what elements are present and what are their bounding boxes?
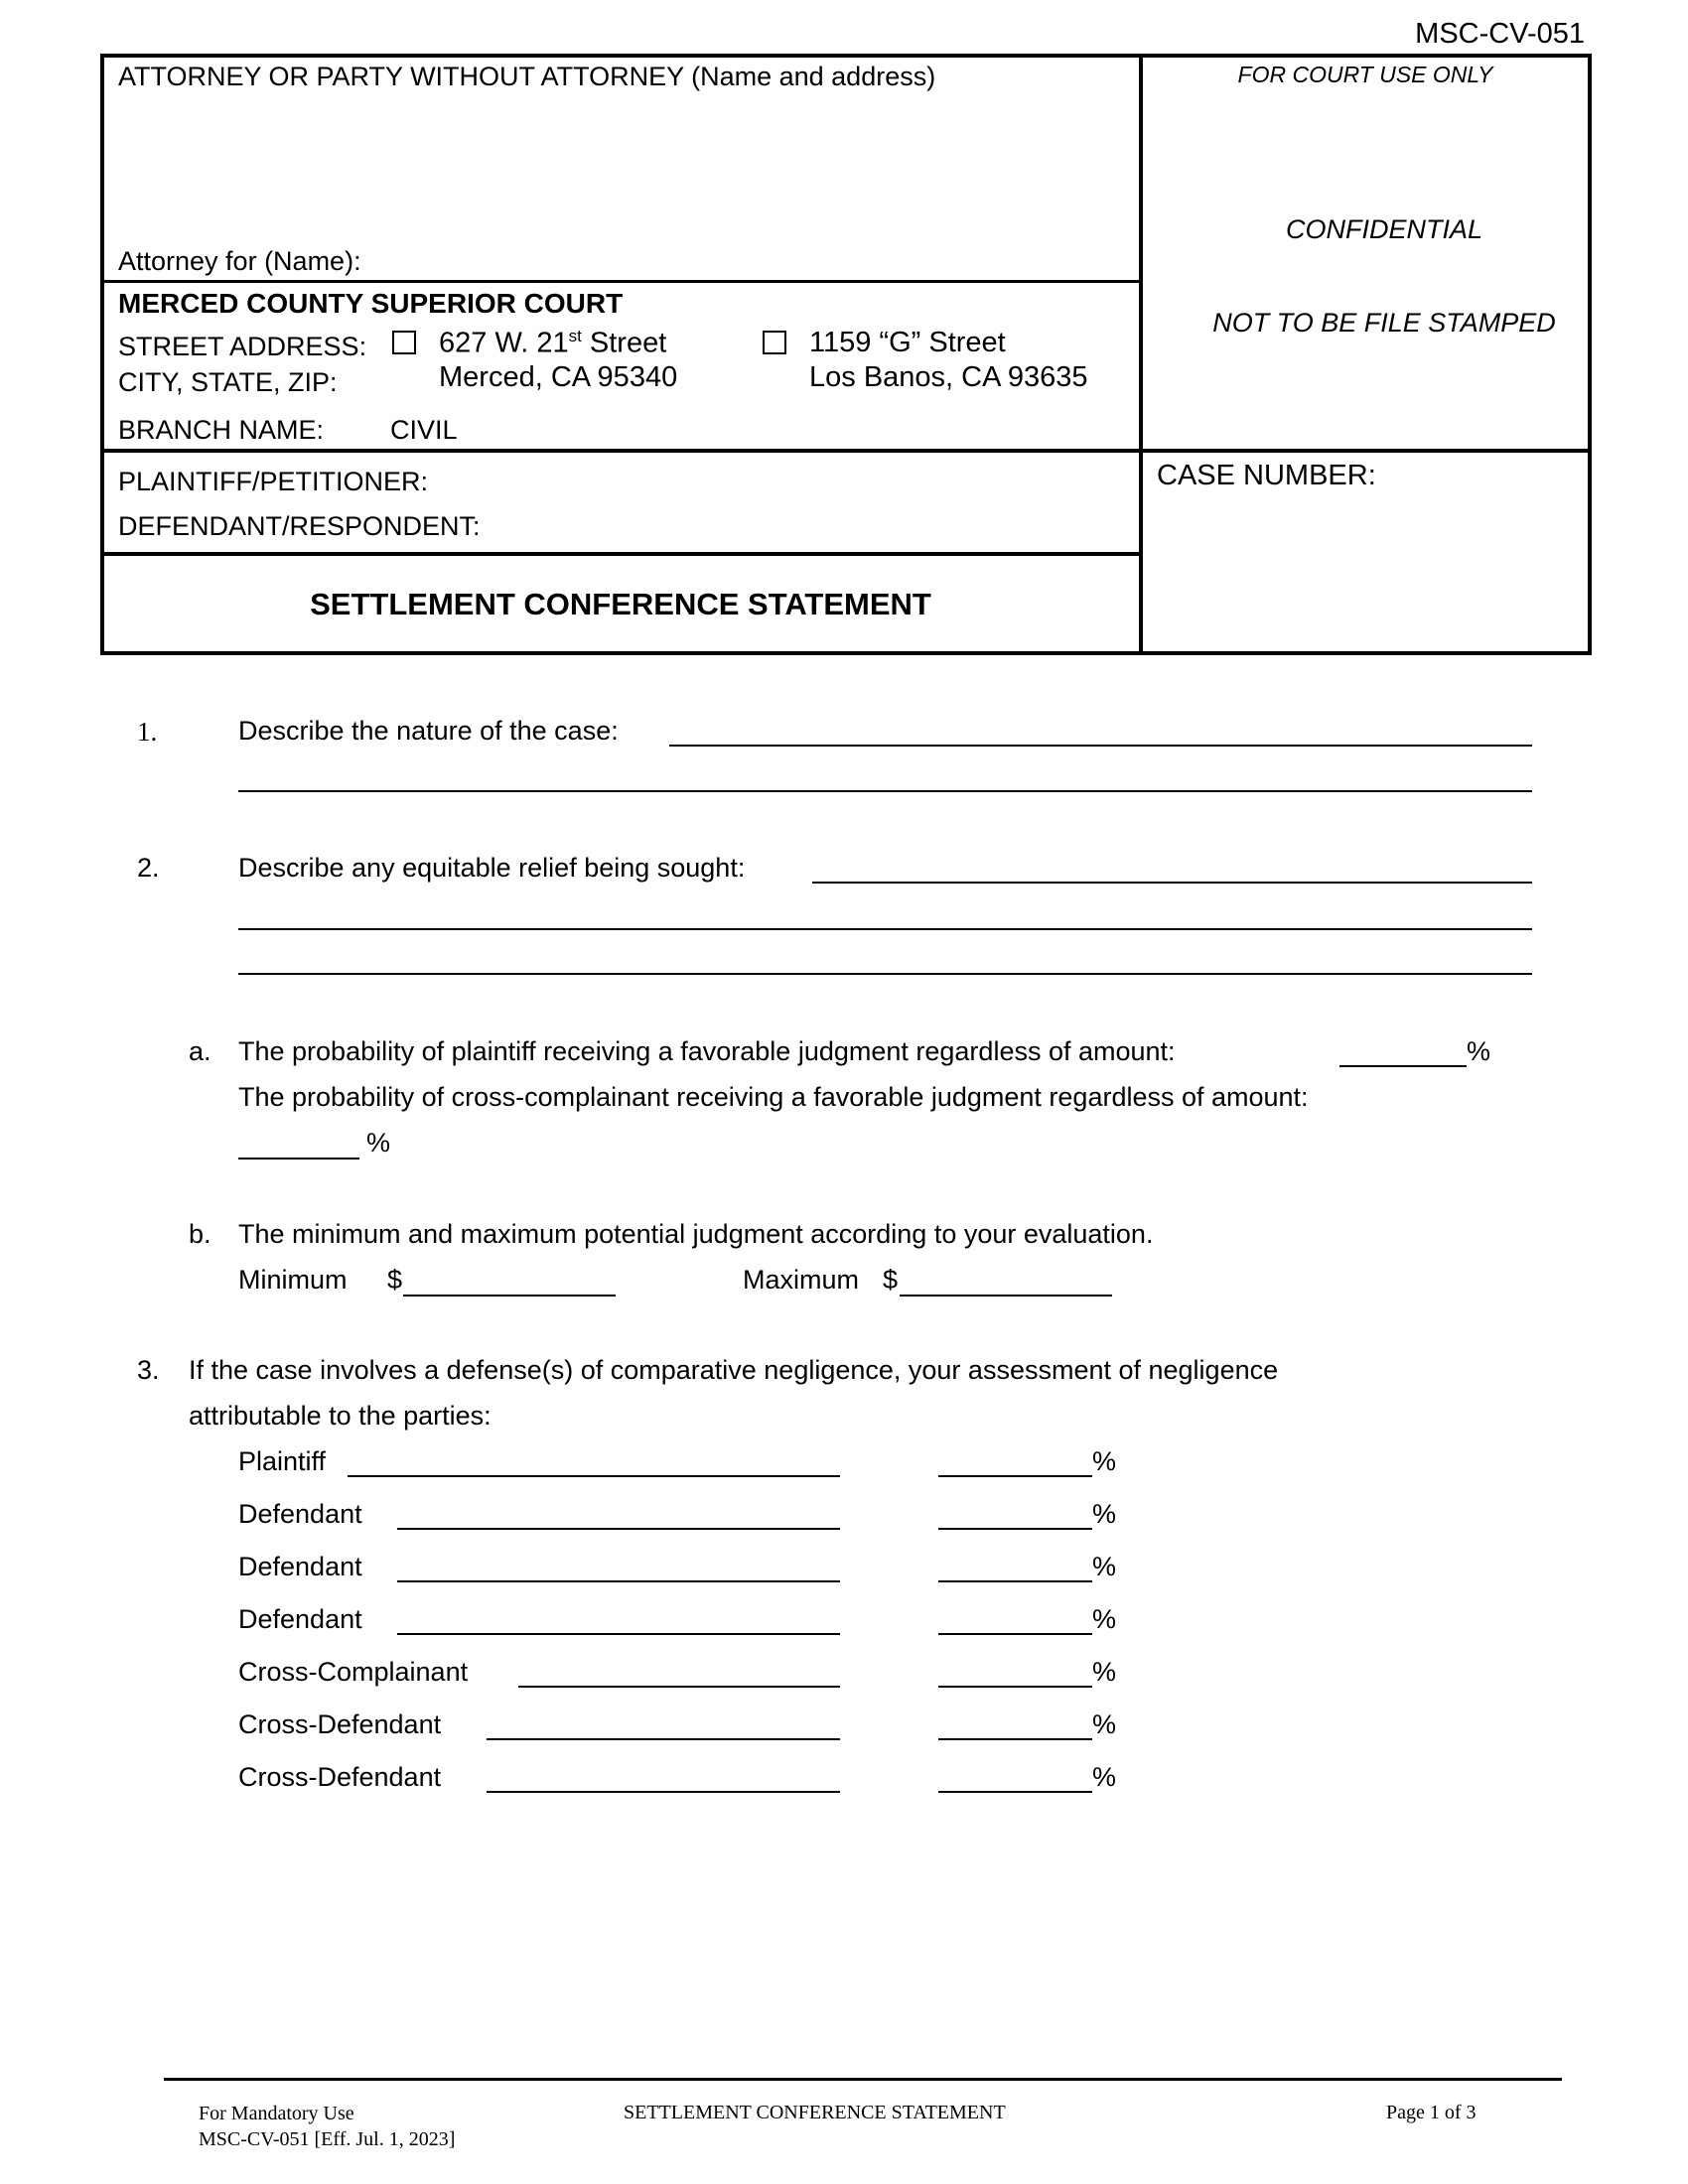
divider-attorney	[100, 280, 1141, 283]
divider-court	[100, 449, 1592, 453]
minimum-judgment-input[interactable]	[403, 1269, 616, 1297]
party-name-input[interactable]	[487, 1712, 840, 1740]
maximum-judgment-input[interactable]	[900, 1269, 1112, 1297]
q3-line-2: attributable to the parties:	[189, 1401, 492, 1431]
maximum-dollar-sign: $	[883, 1265, 899, 1295]
location1-city: Merced, CA 95340	[439, 361, 678, 393]
party-percent-sign: %	[1092, 1762, 1117, 1792]
q2-text: Describe any equitable relief being sought:	[238, 853, 746, 883]
court-use-label: FOR COURT USE ONLY	[1237, 62, 1493, 87]
party-label: Defendant	[238, 1552, 362, 1581]
form-title: SETTLEMENT CONFERENCE STATEMENT	[310, 587, 931, 621]
equitable-relief-input[interactable]	[812, 856, 1532, 884]
location2-street: 1159 “G” Street	[809, 327, 1006, 358]
party-percent-input[interactable]	[938, 1660, 1092, 1688]
party-percent-sign: %	[1092, 1446, 1117, 1476]
defendant-respondent-label: DEFENDANT/RESPONDENT:	[118, 511, 481, 541]
party-percent-sign: %	[1092, 1604, 1117, 1634]
party-percent-sign: %	[1092, 1709, 1117, 1739]
party-percent-sign: %	[1092, 1499, 1117, 1529]
party-label: Cross-Complainant	[238, 1657, 469, 1687]
confidential-label: CONFIDENTIAL	[1285, 214, 1483, 244]
party-label: Defendant	[238, 1499, 362, 1529]
footer-form-number: MSC-CV-051 [Eff. Jul. 1, 2023]	[199, 2128, 456, 2150]
item-a-label: a.	[189, 1036, 211, 1066]
q3-number: 3.	[137, 1355, 160, 1385]
footer-page-number: Page 1 of 3	[1386, 2102, 1477, 2123]
q3-line-1: If the case involves a defense(s) of comparative negligence, your assessment of negligence	[189, 1355, 1279, 1385]
q2-number: 2.	[137, 853, 160, 883]
party-label: Plaintiff	[238, 1446, 327, 1476]
party-label: Cross-Defendant	[238, 1762, 442, 1792]
party-name-input[interactable]	[397, 1607, 840, 1635]
case-nature-input[interactable]	[669, 719, 1532, 747]
plaintiff-probability-input[interactable]	[1339, 1039, 1467, 1067]
plaintiff-petitioner-label: PLAINTIFF/PETITIONER:	[118, 467, 429, 496]
party-percent-sign: %	[1092, 1552, 1117, 1581]
maximum-label: Maximum	[743, 1265, 860, 1295]
party-percent-input[interactable]	[938, 1502, 1092, 1530]
minimum-dollar-sign: $	[387, 1265, 403, 1295]
branch-name-value: CIVIL	[390, 415, 458, 445]
location1-street: 627 W. 21st Street	[439, 327, 667, 359]
cross-complainant-probability-text: The probability of cross-complainant receiving a favorable judgment regardless of amount:	[238, 1082, 1309, 1112]
form-id: MSC-CV-051	[1415, 18, 1585, 50]
plaintiff-percent-sign: %	[1467, 1036, 1491, 1066]
court-name: MERCED COUNTY SUPERIOR COURT	[118, 288, 624, 319]
city-state-zip-label: CITY, STATE, ZIP:	[118, 367, 338, 397]
equitable-relief-input-line-2[interactable]	[238, 902, 1532, 930]
caption-vertical-divider	[1139, 54, 1143, 655]
q1-number: 1.	[137, 717, 158, 747]
cross-complainant-probability-input[interactable]	[238, 1132, 359, 1160]
party-label: Defendant	[238, 1604, 362, 1634]
footer-rule	[164, 2078, 1562, 2081]
attorney-label: ATTORNEY OR PARTY WITHOUT ATTORNEY (Name and address)	[118, 62, 936, 91]
party-name-input[interactable]	[348, 1449, 840, 1477]
case-nature-input-line-2[interactable]	[238, 764, 1532, 792]
party-name-input[interactable]	[397, 1555, 840, 1582]
footer-mandatory-use: For Mandatory Use	[199, 2103, 354, 2124]
party-percent-input[interactable]	[938, 1555, 1092, 1582]
not-stamped-label: NOT TO BE FILE STAMPED	[1212, 308, 1556, 338]
cross-complainant-percent-sign: %	[366, 1128, 391, 1158]
minimum-label: Minimum	[238, 1265, 348, 1295]
party-percent-input[interactable]	[938, 1712, 1092, 1740]
branch-name-label: BRANCH NAME:	[118, 415, 325, 445]
merced-location-checkbox[interactable]	[392, 331, 416, 354]
q1-text: Describe the nature of the case:	[238, 716, 619, 746]
party-label: Cross-Defendant	[238, 1709, 442, 1739]
street-address-label: STREET ADDRESS:	[118, 332, 367, 361]
party-percent-input[interactable]	[938, 1765, 1092, 1793]
party-name-input[interactable]	[518, 1660, 840, 1688]
party-name-input[interactable]	[487, 1765, 840, 1793]
attorney-for-label: Attorney for (Name):	[118, 246, 361, 276]
equitable-relief-input-line-3[interactable]	[238, 947, 1532, 975]
plaintiff-probability-text: The probability of plaintiff receiving a favorable judgment regardless of amount:	[238, 1036, 1176, 1066]
footer-title: SETTLEMENT CONFERENCE STATEMENT	[624, 2102, 1006, 2123]
party-percent-sign: %	[1092, 1657, 1117, 1687]
location2-city: Los Banos, CA 93635	[809, 361, 1088, 393]
divider-parties	[100, 552, 1141, 556]
item-b-label: b.	[189, 1219, 211, 1249]
party-percent-input[interactable]	[938, 1607, 1092, 1635]
party-percent-input[interactable]	[938, 1449, 1092, 1477]
judgment-range-text: The minimum and maximum potential judgment according to your evaluation.	[238, 1219, 1154, 1249]
los-banos-location-checkbox[interactable]	[763, 331, 786, 354]
party-name-input[interactable]	[397, 1502, 840, 1530]
case-number-label: CASE NUMBER:	[1157, 460, 1376, 491]
